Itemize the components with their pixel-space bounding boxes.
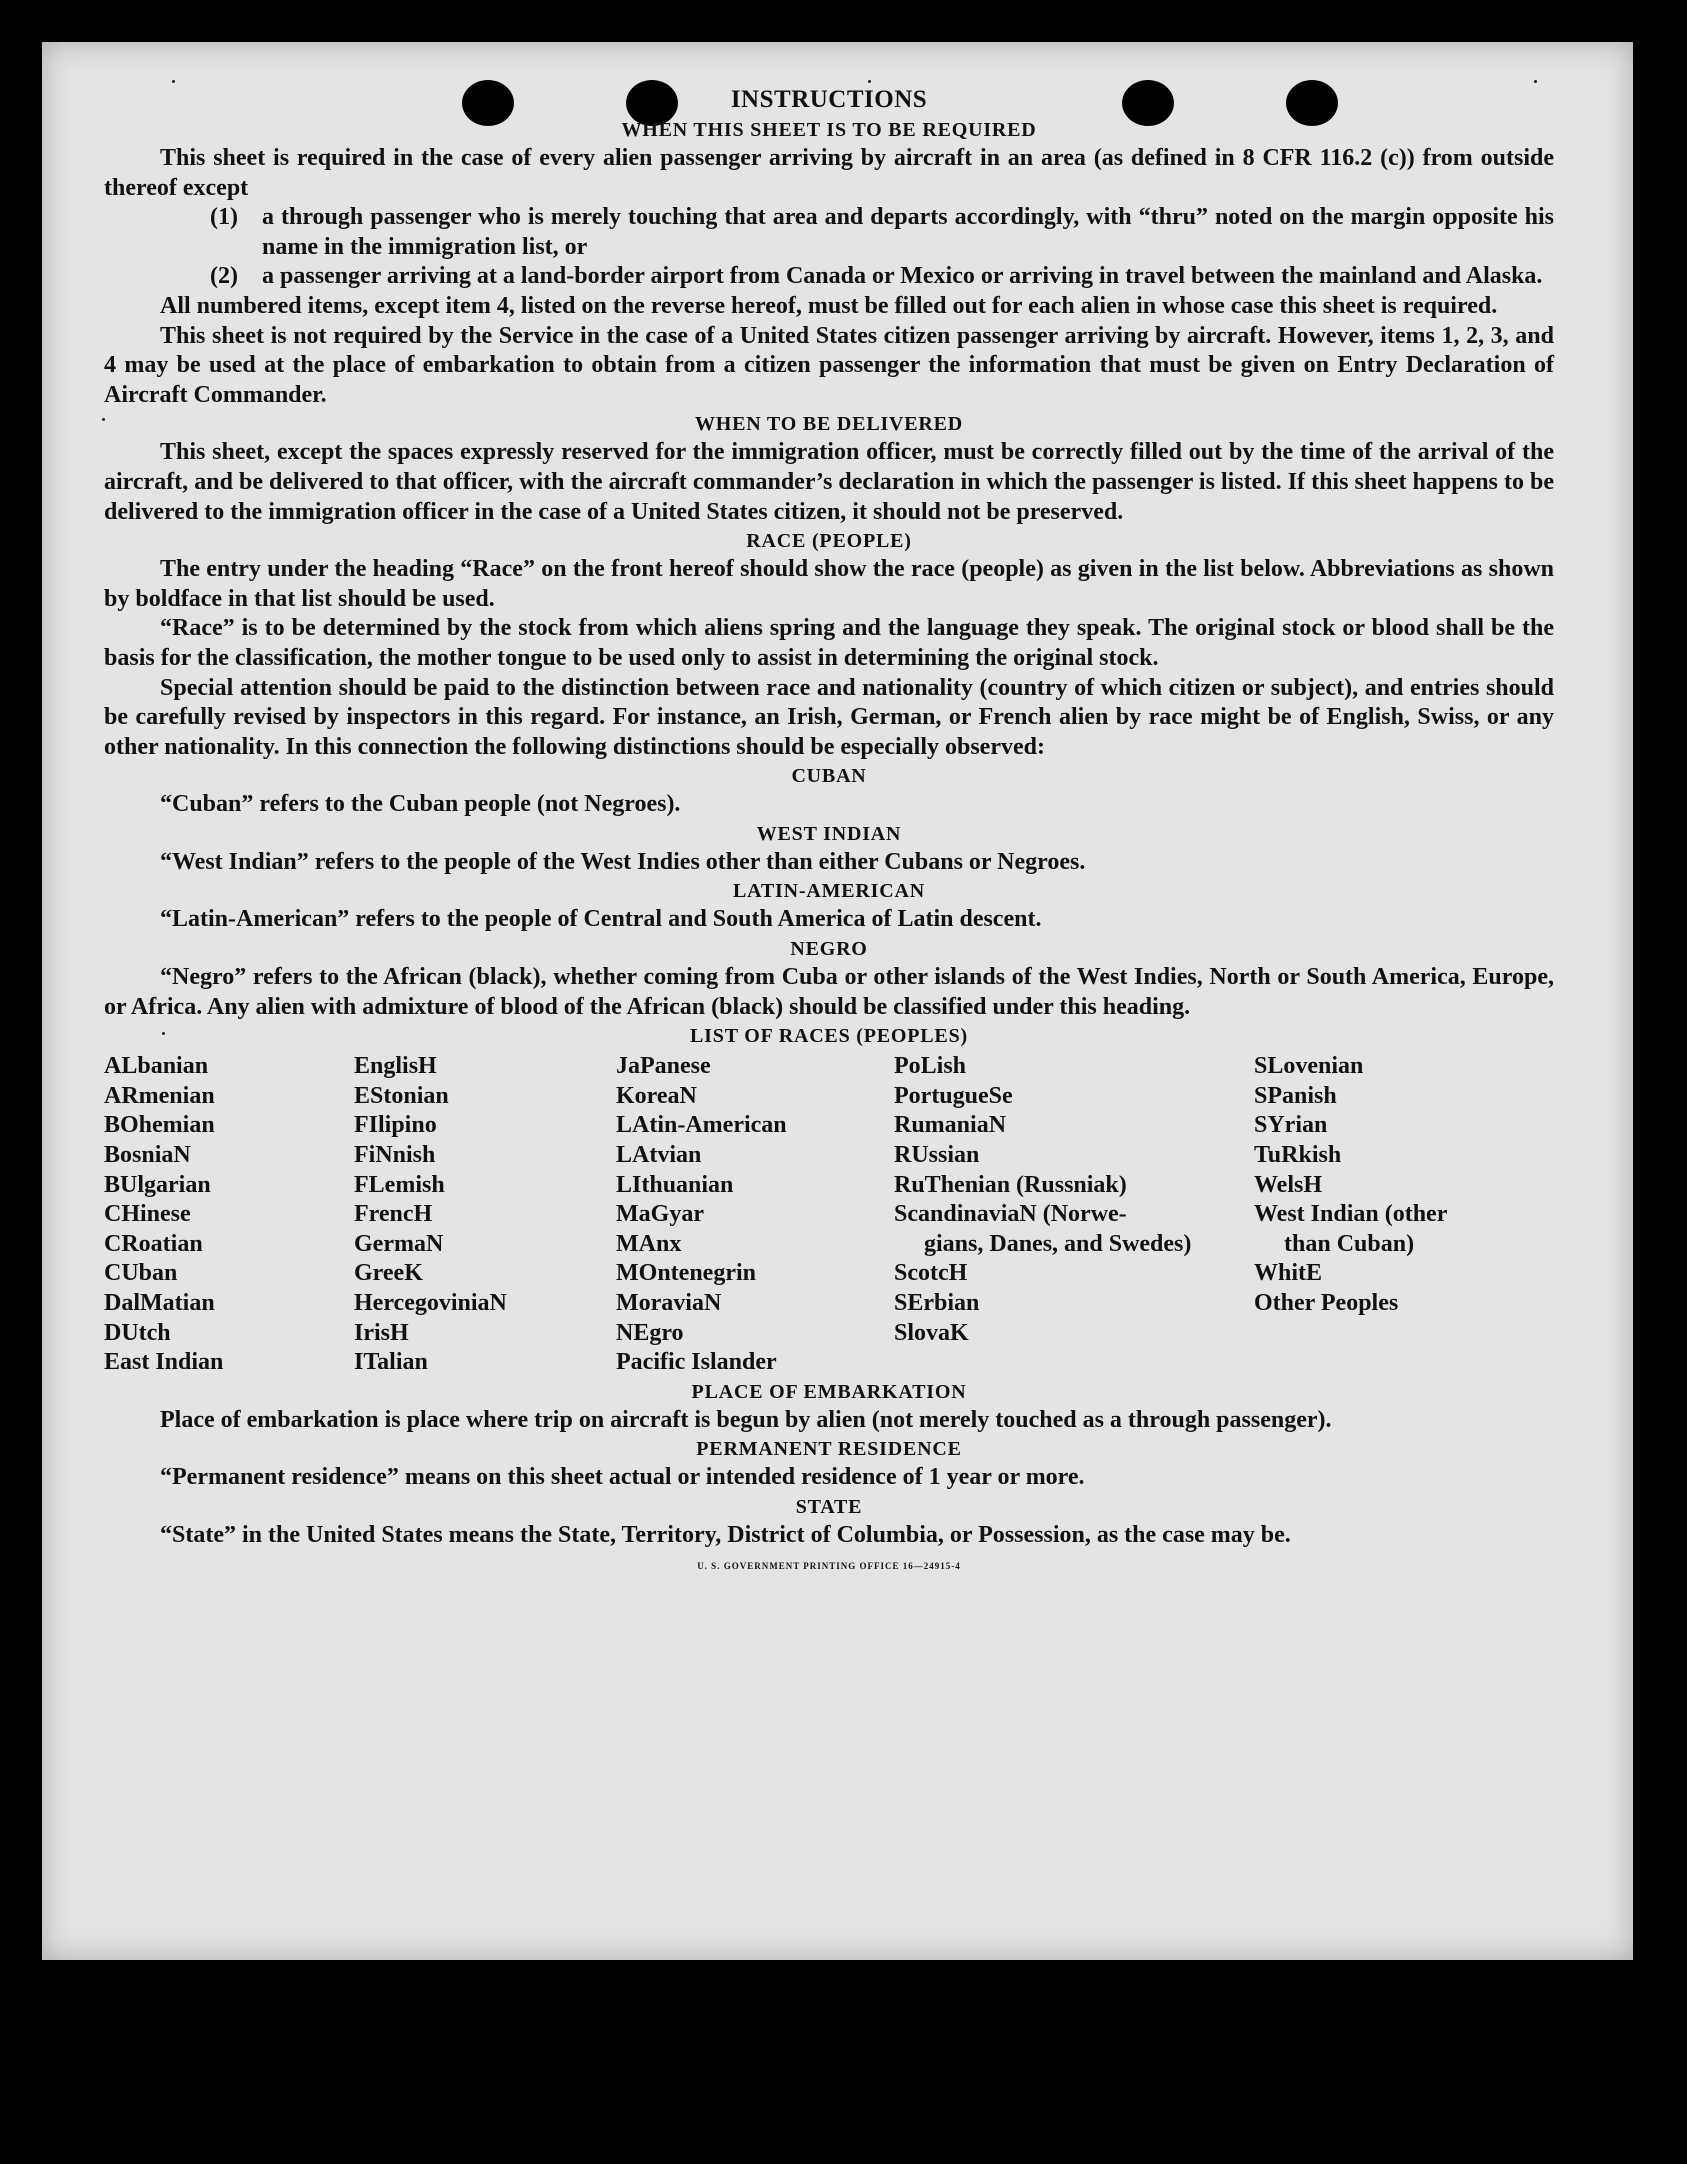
item-number: (1): [210, 204, 238, 231]
section-heading-west-indian: WEST INDIAN: [756, 822, 902, 845]
race-entry: HercegoviniaN: [354, 1290, 507, 1316]
race-entry: WhitE: [1254, 1260, 1323, 1287]
race-entry: BosniaN: [104, 1142, 191, 1169]
race-entry: SlovaK: [894, 1319, 969, 1346]
citizen-paragraph: This sheet is not required by the Service in the case of a United States citizen passenger arriving by aircraft. However, items 1, 2, 3, and 4 may be used at the place of embarkation to obtain from a citizen passenger the information that must be given on Entry Declaration of Aircraft Commander.: [104, 322, 1554, 408]
races-column-4-top: [894, 1052, 1234, 1230]
race-entry: EnglisH: [354, 1053, 437, 1080]
race-paragraph-3: Special attention should be paid to the distinction between race and nationality (country of which citizen or subject), and entries should be carefully revised by inspectors in this regard. For instance, an Irish, German, or French alien by race might be of English, Swiss, or any other nationality. In this connection the following distinctions should be especially observed:: [104, 674, 1554, 760]
race-paragraph-2: “Race” is to be determined by the stock from which aliens spring and the language they speak. The original stock or blood shall be the basis for the classification, the mother tongue to be used only to assist in determining the original stock.: [104, 615, 1554, 671]
race-entry: DUtch: [104, 1319, 171, 1346]
west-indian-text: “West Indian” refers to the people of the West Indies other than either Cubans or Negroes.: [160, 848, 1086, 875]
item-text: a passenger arriving at a land-border airport from Canada or Mexico or arriving in travel between the mainland and Alaska.: [262, 263, 1543, 290]
latin-american-text: “Latin-American” refers to the people of Central and South America of Latin descent.: [160, 906, 1042, 933]
races-column-4: [894, 1052, 1254, 1378]
race-entry: CRoatian: [104, 1230, 203, 1257]
page-title: INSTRUCTIONS: [730, 86, 928, 113]
exception-item-2: [104, 262, 1554, 292]
race-entry: MaGyar: [616, 1201, 704, 1228]
race-entry: RuThenian (Russniak): [894, 1171, 1127, 1198]
race-entry: FiNnish: [354, 1142, 436, 1169]
race-entry: East Indian: [104, 1349, 224, 1376]
race-entry-continuation: than Cuban): [1284, 1230, 1415, 1257]
race-entry: LAtin-American: [616, 1112, 787, 1139]
race-entry: RUssian: [894, 1142, 980, 1169]
race-entry: JaPanese: [616, 1053, 711, 1080]
race-entry: FLemish: [354, 1171, 445, 1198]
section-heading-latin-american: LATIN-AMERICAN: [733, 880, 925, 903]
race-entry: SPanish: [1254, 1082, 1337, 1109]
race-entry: DalMatian: [104, 1290, 215, 1316]
race-entry: Other Peoples: [1254, 1290, 1399, 1316]
section-heading-races-list: LIST OF RACES (PEOPLES): [690, 1025, 968, 1048]
section-heading-residence: PERMANENT RESIDENCE: [696, 1438, 962, 1461]
race-entry: TuRkish: [1254, 1142, 1342, 1169]
numbered-items-paragraph: All numbered items, except item 4, listed on the reverse hereof, must be filled out for each alien in whose case this sheet is required.: [160, 292, 1498, 319]
race-entry: PortugueSe: [894, 1082, 1013, 1109]
item-number: (2): [210, 263, 238, 290]
instructions-content: [104, 84, 1554, 1573]
race-entry: CHinese: [104, 1201, 191, 1228]
section-heading-negro: NEGRO: [790, 938, 868, 961]
section-heading-delivered: WHEN TO BE DELIVERED: [694, 413, 964, 436]
race-entry: LIthuanian: [616, 1171, 734, 1198]
race-entry: RumaniaN: [894, 1112, 1007, 1139]
race-entry: PoLish: [894, 1053, 967, 1080]
state-text: “State” in the United States means the State, Territory, District of Columbia, or Possession, as the case may be.: [160, 1521, 1291, 1548]
race-entry: SYrian: [1254, 1112, 1328, 1139]
negro-text: “Negro” refers to the African (black), whether coming from Cuba or other islands of the West Indies, North or South America, Europe, or Africa. Any alien with admixture of blood of the African (black) should be classified under this heading.: [104, 964, 1554, 1020]
race-entry: GreeK: [354, 1260, 423, 1287]
section-heading-race: RACE (PEOPLE): [746, 530, 912, 553]
race-entry: BUlgarian: [104, 1171, 211, 1198]
race-entry: SErbian: [894, 1290, 980, 1316]
race-entry: CUban: [104, 1260, 178, 1287]
speck: [868, 80, 871, 83]
race-entry: West Indian (other: [1254, 1201, 1448, 1228]
race-entry: IrisH: [354, 1319, 409, 1346]
race-entry: EStonian: [354, 1082, 449, 1109]
speck: [1534, 80, 1537, 83]
race-entry: GermaN: [354, 1230, 444, 1257]
races-column-4-bottom: [894, 1259, 1234, 1348]
race-entry: FIlipino: [354, 1112, 437, 1139]
races-column-5: [1254, 1052, 1509, 1378]
section-heading-cuban: CUBAN: [791, 765, 867, 788]
race-entry: LAtvian: [616, 1142, 702, 1169]
races-column-2: [354, 1052, 616, 1378]
race-entry: ScandinaviaN (Norwe-: [894, 1201, 1127, 1228]
races-list: [104, 1052, 1554, 1378]
speck: [172, 80, 175, 83]
races-column-1: [104, 1052, 354, 1378]
section-heading-state: STATE: [795, 1495, 863, 1518]
race-entry: MOntenegrin: [616, 1260, 756, 1287]
race-entry: SLovenian: [1254, 1053, 1364, 1080]
race-entry: FrencH: [354, 1201, 433, 1228]
required-intro: This sheet is required in the case of every alien passenger arriving by aircraft in an area (as defined in 8 CFR 116.2 (c)) from outside thereof except: [104, 145, 1554, 201]
item-text: a through passenger who is merely touching that area and departs accordingly, with “thru” noted on the margin opposite his name in the immigration list, or: [262, 204, 1554, 260]
races-column-5-top: [1254, 1052, 1509, 1230]
delivered-paragraph: This sheet, except the spaces expressly reserved for the immigration officer, must be correctly filled out by the time of the arrival of the aircraft, and be delivered to that officer, with the aircraft commander’s declaration in which the passenger is listed. If this sheet happens to be delivered to the immigration officer in the case of a United States citizen, it should not be preserved.: [104, 439, 1554, 525]
race-entry: BOhemian: [104, 1112, 215, 1139]
printing-office-footer: U. S. GOVERNMENT PRINTING OFFICE 16—24915-4: [697, 1560, 961, 1571]
race-entry: MoraviaN: [616, 1290, 722, 1316]
races-column-5-bottom: [1254, 1259, 1509, 1318]
race-entry: ALbanian: [104, 1053, 209, 1080]
section-heading-required: WHEN THIS SHEET IS TO BE REQUIRED: [621, 119, 1037, 141]
section-heading-embarkation: PLACE OF EMBARKATION: [691, 1380, 967, 1403]
race-entry: Pacific Islander: [616, 1349, 777, 1376]
race-paragraph-1: The entry under the heading “Race” on the front hereof should show the race (people) as given in the list below. Abbreviations as shown by boldface in that list should be used.: [104, 556, 1554, 612]
residence-text: “Permanent residence” means on this sheet actual or intended residence of 1 year or more.: [160, 1464, 1085, 1491]
embarkation-text: Place of embarkation is place where trip on aircraft is begun by alien (not merely touched as a through passenger).: [160, 1406, 1332, 1433]
race-entry: ScotcH: [894, 1260, 968, 1287]
race-entry: MAnx: [616, 1230, 682, 1257]
race-entry: ITalian: [354, 1349, 428, 1376]
race-entry: WelsH: [1254, 1171, 1323, 1198]
race-entry-continuation: gians, Danes, and Swedes): [924, 1230, 1192, 1257]
exception-item-1: [104, 203, 1554, 262]
races-column-3: [616, 1052, 894, 1378]
cuban-text: “Cuban” refers to the Cuban people (not Negroes).: [160, 791, 681, 818]
race-entry: KoreaN: [616, 1082, 697, 1109]
race-entry: NEgro: [616, 1319, 684, 1346]
race-entry: ARmenian: [104, 1082, 215, 1109]
